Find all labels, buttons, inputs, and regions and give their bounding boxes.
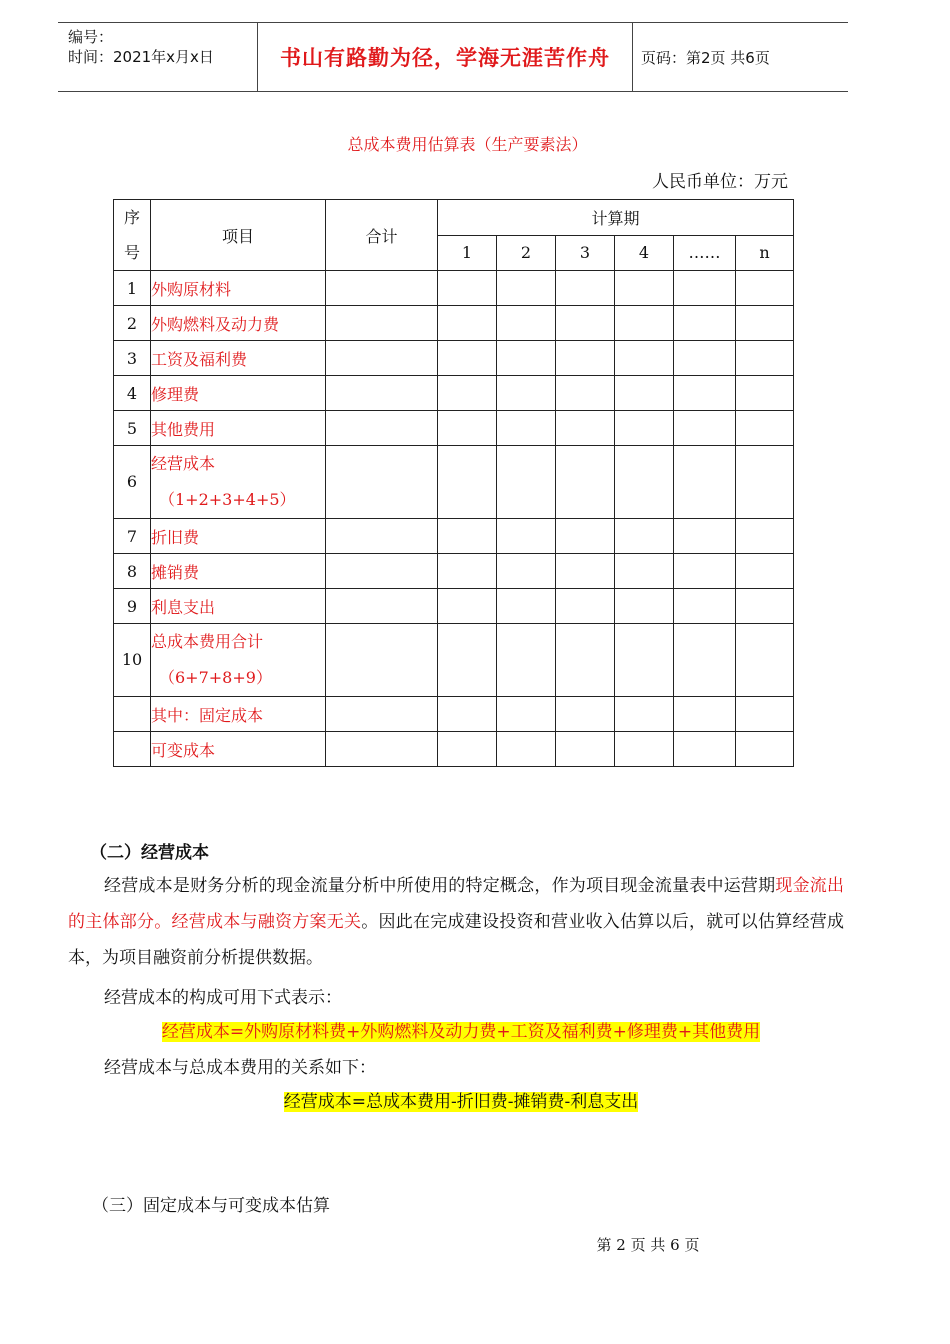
table-unit: 人民币单位：万元 bbox=[652, 172, 788, 192]
row-item: 外购燃料及动力费 bbox=[151, 306, 326, 341]
table-row bbox=[114, 697, 794, 732]
cell bbox=[438, 519, 497, 554]
cell bbox=[615, 554, 674, 589]
table-title: 总成本费用估算表（生产要素法） bbox=[347, 135, 588, 154]
row-item: 折旧费 bbox=[151, 519, 326, 554]
cell bbox=[674, 411, 736, 446]
cell bbox=[674, 732, 736, 767]
page-header bbox=[58, 22, 848, 92]
cell bbox=[674, 376, 736, 411]
header-period-3: 3 bbox=[556, 235, 615, 271]
cell bbox=[438, 341, 497, 376]
row-number bbox=[114, 732, 151, 767]
cell bbox=[736, 697, 794, 732]
header-period: 计算期 bbox=[438, 200, 794, 236]
cell bbox=[497, 732, 556, 767]
row-item: 外购原材料 bbox=[151, 271, 326, 306]
cell bbox=[615, 697, 674, 732]
number-label: 编号： bbox=[68, 28, 114, 46]
cell bbox=[615, 341, 674, 376]
cell bbox=[736, 589, 794, 624]
cell bbox=[615, 271, 674, 306]
row-number bbox=[114, 697, 151, 732]
formula-intro: 经营成本的构成可用下式表示： bbox=[104, 988, 342, 1008]
row-item: 经营成本 bbox=[151, 454, 216, 473]
row-item: 工资及福利费 bbox=[151, 341, 326, 376]
cell bbox=[736, 376, 794, 411]
row-number: 5 bbox=[114, 411, 151, 446]
cell bbox=[326, 411, 438, 446]
para-text-red: 现金流出的主体部分。经营成本与融资方案无关 bbox=[68, 876, 845, 932]
cell bbox=[497, 446, 556, 519]
cell bbox=[556, 554, 615, 589]
cell bbox=[438, 446, 497, 519]
cell bbox=[615, 589, 674, 624]
header-period-4: 4 bbox=[615, 235, 674, 271]
cell bbox=[736, 341, 794, 376]
formula-1: 经营成本=外购原材料费+外购燃料及动力费+工资及福利费+修理费+其他费用 bbox=[161, 1022, 761, 1042]
cell bbox=[556, 697, 615, 732]
table-row bbox=[114, 554, 794, 589]
cell bbox=[497, 519, 556, 554]
table-row bbox=[114, 589, 794, 624]
row-item: 可变成本 bbox=[151, 732, 326, 767]
cell bbox=[615, 376, 674, 411]
header-total: 合计 bbox=[326, 200, 438, 271]
cell bbox=[736, 554, 794, 589]
cell bbox=[497, 411, 556, 446]
cell bbox=[736, 271, 794, 306]
cell bbox=[556, 306, 615, 341]
table-row bbox=[114, 411, 794, 446]
cell bbox=[438, 732, 497, 767]
cell bbox=[326, 589, 438, 624]
cell bbox=[736, 519, 794, 554]
cell bbox=[326, 519, 438, 554]
cell bbox=[438, 306, 497, 341]
row-number: 3 bbox=[114, 341, 151, 376]
cell bbox=[326, 554, 438, 589]
cell bbox=[556, 271, 615, 306]
row-item-formula: （6+7+8+9） bbox=[159, 668, 272, 687]
header-period-dots: …… bbox=[674, 235, 736, 271]
cell bbox=[438, 411, 497, 446]
cell bbox=[438, 624, 497, 697]
cell bbox=[736, 624, 794, 697]
row-item-multiline bbox=[151, 446, 326, 519]
header-meta bbox=[58, 23, 258, 91]
cell bbox=[326, 341, 438, 376]
cell bbox=[326, 271, 438, 306]
page-footer: 第 2 页 共 6 页 bbox=[596, 1236, 700, 1254]
cell bbox=[326, 732, 438, 767]
row-item: 修理费 bbox=[151, 376, 326, 411]
header-page-code: 页码：第2页 共6页 bbox=[641, 48, 770, 67]
cell bbox=[674, 554, 736, 589]
cell bbox=[438, 589, 497, 624]
row-number: 6 bbox=[114, 446, 151, 519]
cell bbox=[615, 306, 674, 341]
header-seq bbox=[114, 200, 151, 271]
cell bbox=[736, 732, 794, 767]
cell bbox=[674, 519, 736, 554]
header-seq-1: 序 bbox=[123, 208, 140, 227]
cell bbox=[556, 624, 615, 697]
row-item: 摊销费 bbox=[151, 554, 326, 589]
table-row bbox=[114, 732, 794, 767]
cell bbox=[615, 624, 674, 697]
cell bbox=[556, 341, 615, 376]
cell bbox=[674, 697, 736, 732]
cell bbox=[497, 271, 556, 306]
row-item: 其他费用 bbox=[151, 411, 326, 446]
header-motto: 书山有路勤为径，学海无涯苦作舟 bbox=[258, 23, 633, 91]
cell bbox=[674, 306, 736, 341]
cell bbox=[674, 589, 736, 624]
table-row bbox=[114, 519, 794, 554]
header-period-n: n bbox=[736, 235, 794, 271]
cell bbox=[615, 411, 674, 446]
cost-estimate-table bbox=[113, 199, 794, 767]
section-heading-operating-cost: （二）经营成本 bbox=[90, 843, 209, 863]
cell bbox=[497, 589, 556, 624]
operating-cost-paragraph bbox=[68, 868, 844, 976]
cell bbox=[674, 446, 736, 519]
cell bbox=[674, 624, 736, 697]
cell bbox=[497, 306, 556, 341]
table-row bbox=[114, 271, 794, 306]
cell bbox=[556, 732, 615, 767]
table-row bbox=[114, 446, 794, 519]
cell bbox=[736, 411, 794, 446]
cell bbox=[438, 376, 497, 411]
cell bbox=[736, 446, 794, 519]
cell bbox=[556, 519, 615, 554]
row-item-formula: （1+2+3+4+5） bbox=[159, 490, 296, 509]
cell bbox=[438, 697, 497, 732]
formula-2-line bbox=[0, 1087, 922, 1112]
relation-intro: 经营成本与总成本费用的关系如下： bbox=[104, 1058, 376, 1078]
cell bbox=[326, 376, 438, 411]
cell bbox=[615, 519, 674, 554]
row-number: 7 bbox=[114, 519, 151, 554]
cell bbox=[556, 446, 615, 519]
row-number: 10 bbox=[114, 624, 151, 697]
section-heading-fixed-variable: （三）固定成本与可变成本估算 bbox=[92, 1196, 330, 1216]
row-number: 2 bbox=[114, 306, 151, 341]
cell bbox=[497, 376, 556, 411]
header-item: 项目 bbox=[151, 200, 326, 271]
cell bbox=[736, 306, 794, 341]
para-text-a: 经营成本是财务分析的现金流量分析中所使用的特定概念，作为项目现金流量表中运营期 bbox=[104, 876, 776, 896]
row-number: 4 bbox=[114, 376, 151, 411]
row-item: 利息支出 bbox=[151, 589, 326, 624]
cell bbox=[497, 624, 556, 697]
time-label: 时间：2021年x月x日 bbox=[68, 48, 214, 66]
header-period-2: 2 bbox=[497, 235, 556, 271]
cell bbox=[674, 271, 736, 306]
row-number: 8 bbox=[114, 554, 151, 589]
cell bbox=[326, 306, 438, 341]
cell bbox=[556, 589, 615, 624]
cell bbox=[438, 271, 497, 306]
row-item: 其中：固定成本 bbox=[151, 697, 326, 732]
para-text-b: 。因此在完成建设投资和营业收入估算以后，就可以估算经营成本，为项目融资前分析提供数据。 bbox=[68, 912, 844, 968]
cell bbox=[556, 376, 615, 411]
cell bbox=[497, 554, 556, 589]
cell bbox=[615, 732, 674, 767]
cell bbox=[556, 411, 615, 446]
row-item-multiline bbox=[151, 624, 326, 697]
row-item: 总成本费用合计 bbox=[151, 632, 264, 651]
formula-1-line bbox=[0, 1017, 922, 1042]
header-seq-2: 号 bbox=[123, 243, 140, 262]
header-period-1: 1 bbox=[438, 235, 497, 271]
cell bbox=[326, 624, 438, 697]
cell bbox=[674, 341, 736, 376]
cell bbox=[326, 697, 438, 732]
cell bbox=[497, 341, 556, 376]
table-row bbox=[114, 624, 794, 697]
table-row bbox=[114, 341, 794, 376]
formula-2: 经营成本=总成本费用-折旧费-摊销费-利息支出 bbox=[283, 1092, 639, 1112]
table-row bbox=[114, 376, 794, 411]
cell bbox=[497, 697, 556, 732]
cell bbox=[615, 446, 674, 519]
cell bbox=[438, 554, 497, 589]
row-number: 9 bbox=[114, 589, 151, 624]
row-number: 1 bbox=[114, 271, 151, 306]
cell bbox=[326, 446, 438, 519]
table-row bbox=[114, 306, 794, 341]
